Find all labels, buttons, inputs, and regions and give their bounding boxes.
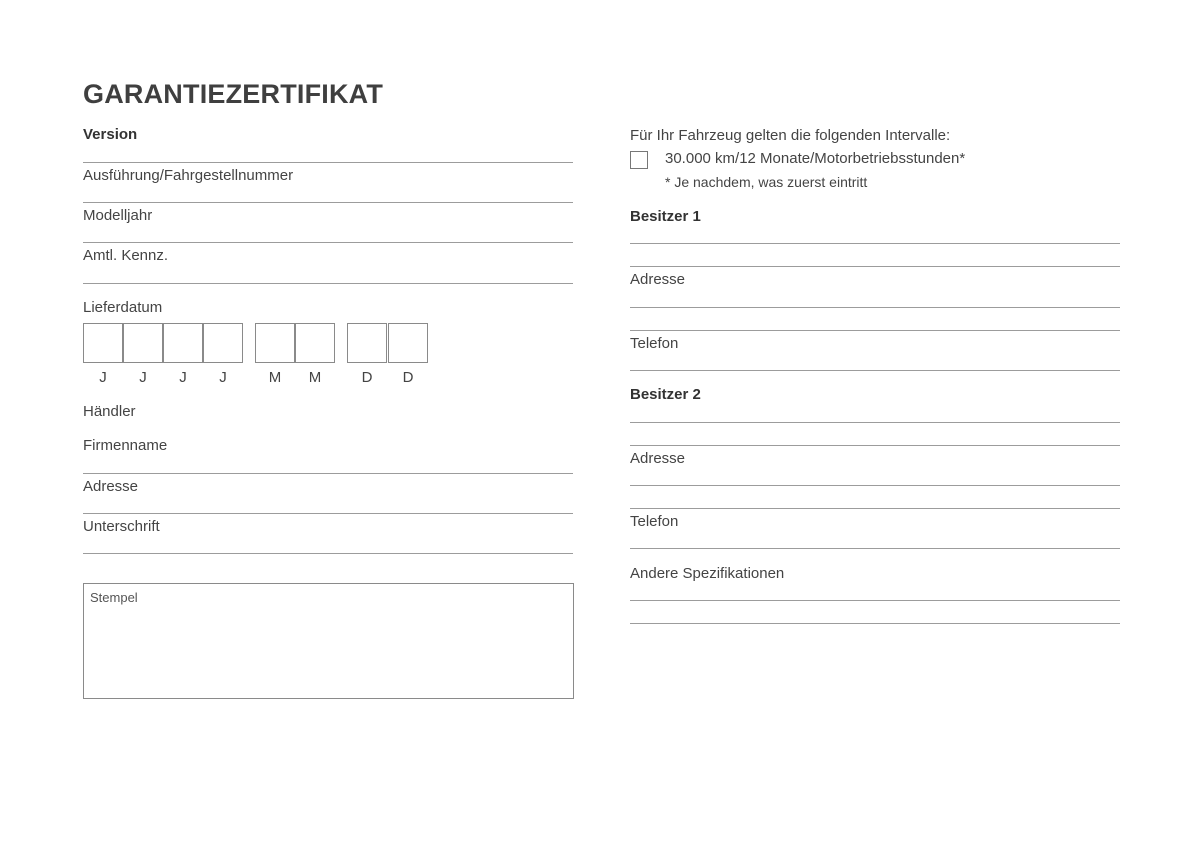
owner1-name-line-2[interactable] [630, 266, 1120, 267]
license-plate-line[interactable] [83, 283, 573, 284]
date-box-month-2[interactable] [295, 323, 335, 363]
dealer-address-line[interactable] [83, 513, 573, 514]
date-letter-day: D [402, 369, 414, 386]
company-name-label: Firmenname [83, 437, 168, 454]
date-box-year-4[interactable] [203, 323, 243, 363]
other-specs-line[interactable] [630, 600, 1120, 601]
stamp-box[interactable] [83, 583, 574, 699]
owner2-address-label: Adresse [630, 450, 686, 467]
date-box-day-1[interactable] [347, 323, 387, 363]
license-plate-label: Amtl. Kennz. [83, 247, 169, 264]
owner2-address-line[interactable] [630, 485, 1120, 486]
owner2-name-line[interactable] [630, 422, 1120, 423]
date-letter-month: M [268, 369, 282, 386]
date-letter-year: J [99, 369, 107, 386]
stamp-label: Stempel [90, 590, 138, 605]
date-box-year-1[interactable] [83, 323, 123, 363]
owner1-phone-line[interactable] [630, 370, 1120, 371]
date-letter-month: M [308, 369, 322, 386]
date-box-day-2[interactable] [388, 323, 428, 363]
page-title: GARANTIEZERTIFIKAT [83, 79, 384, 109]
owner1-address-line[interactable] [630, 307, 1120, 308]
owner1-phone-label: Telefon [630, 335, 679, 352]
interval-option-label: 30.000 km/12 Monate/Motorbetriebsstunden* [665, 150, 966, 167]
date-letter-year: J [179, 369, 187, 386]
company-name-line[interactable] [83, 473, 573, 474]
version-line[interactable] [83, 162, 573, 163]
chassis-number-line[interactable] [83, 202, 573, 203]
owner2-address-line-2[interactable] [630, 508, 1120, 509]
chassis-number-label: Ausführung/Fahrgestellnummer [83, 167, 294, 184]
model-year-label: Modelljahr [83, 207, 153, 224]
interval-footnote: * Je nachdem, was zuerst eintritt [665, 174, 868, 190]
owner2-phone-line[interactable] [630, 548, 1120, 549]
dealer-label: Händler [83, 403, 136, 420]
signature-label: Unterschrift [83, 518, 160, 535]
dealer-address-label: Adresse [83, 478, 139, 495]
owner2-phone-label: Telefon [630, 513, 679, 530]
owner1-address-label: Adresse [630, 271, 686, 288]
owner1-name-line[interactable] [630, 243, 1120, 244]
owner2-name-line-2[interactable] [630, 445, 1120, 446]
other-specs-label: Andere Spezifikationen [630, 565, 785, 582]
date-box-month-1[interactable] [255, 323, 295, 363]
intervals-intro: Für Ihr Fahrzeug gelten die folgenden Intervalle: [630, 127, 951, 144]
date-letter-day: D [361, 369, 373, 386]
owner2-heading: Besitzer 2 [630, 386, 701, 403]
date-letter-year: J [139, 369, 147, 386]
date-box-year-3[interactable] [163, 323, 203, 363]
date-box-year-2[interactable] [123, 323, 163, 363]
interval-checkbox[interactable] [630, 151, 648, 169]
model-year-line[interactable] [83, 242, 573, 243]
owner1-address-line-2[interactable] [630, 330, 1120, 331]
version-label: Version [83, 126, 138, 143]
signature-line[interactable] [83, 553, 573, 554]
other-specs-line-2[interactable] [630, 623, 1120, 624]
delivery-date-label: Lieferdatum [83, 299, 163, 316]
date-letter-year: J [219, 369, 227, 386]
owner1-heading: Besitzer 1 [630, 208, 701, 225]
